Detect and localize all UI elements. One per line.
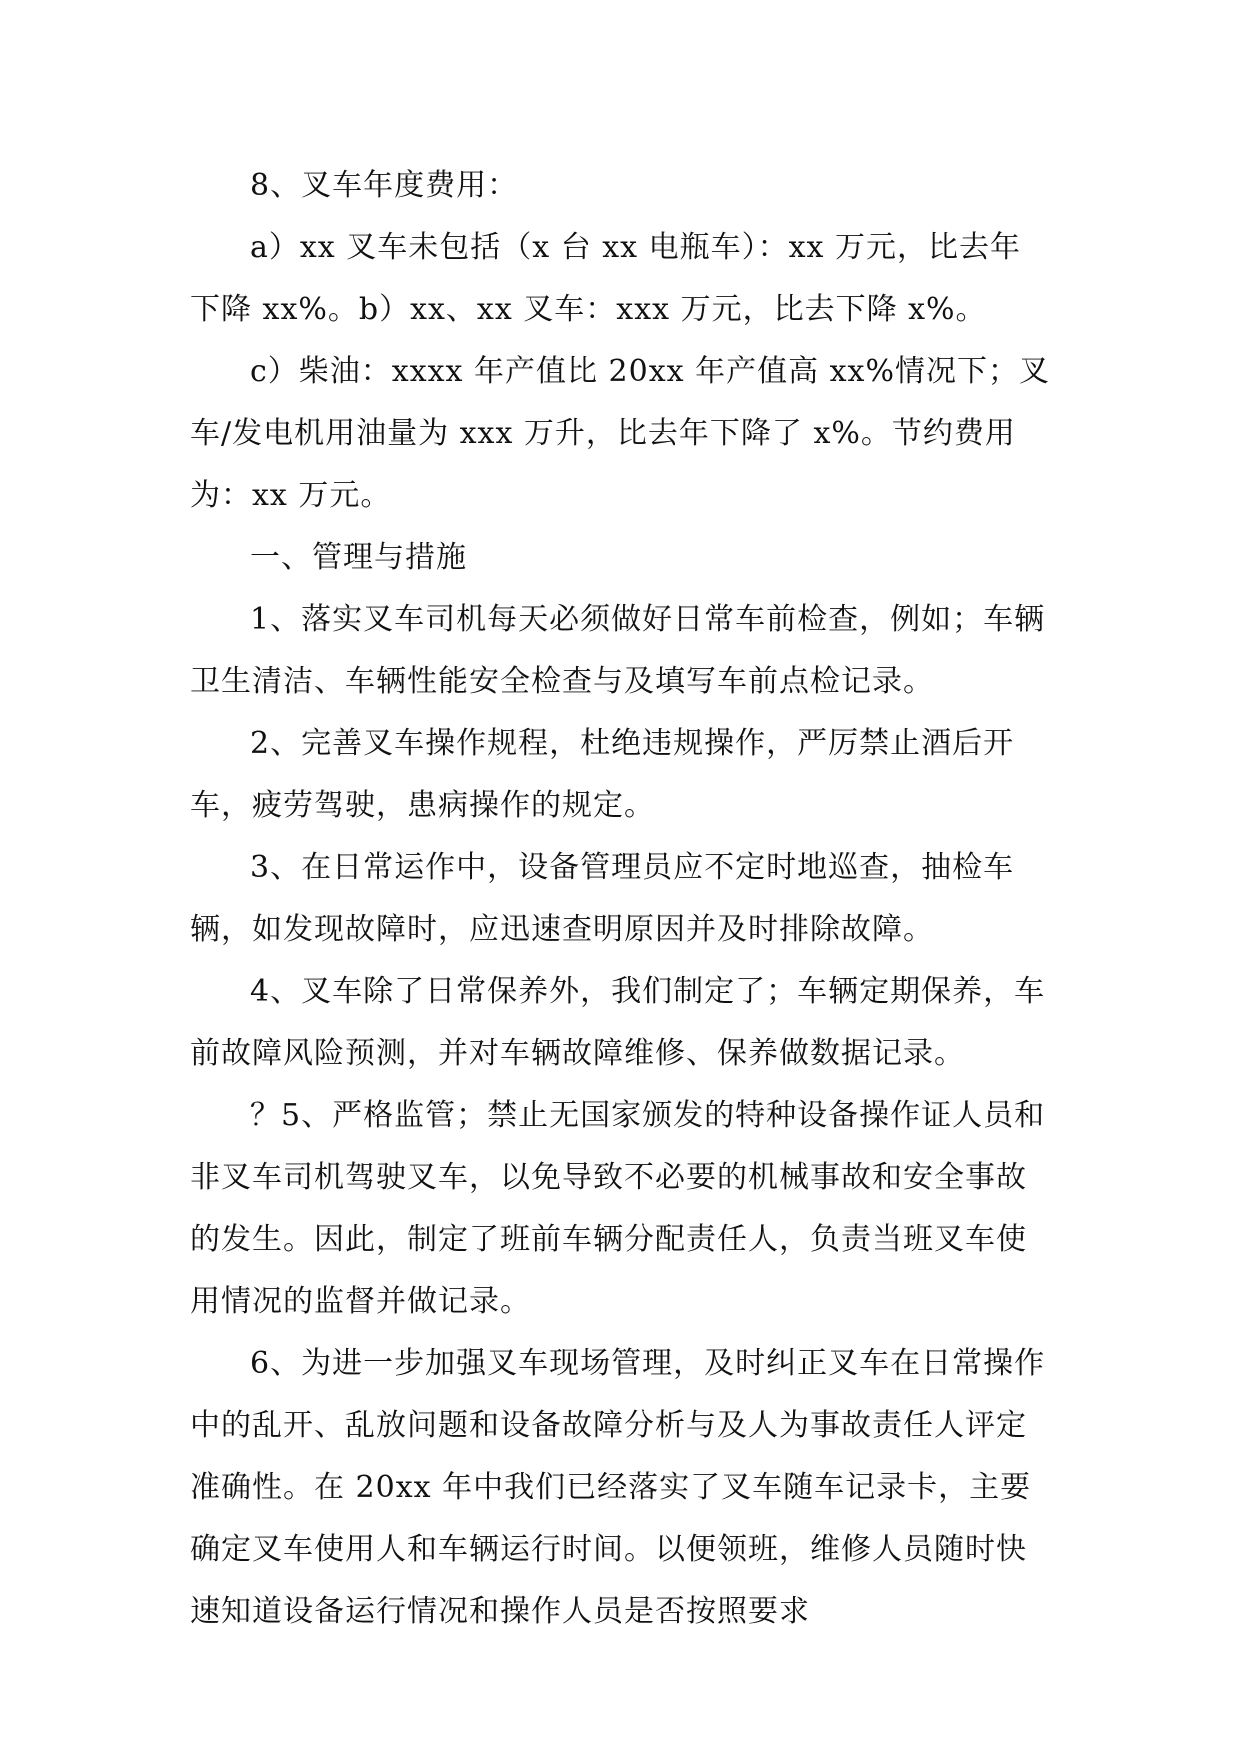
document-body: [190, 155, 1050, 1643]
paragraph-measure-5: ？5、严格监管；禁止无国家颁发的特种设备操作证人员和非叉车司机驾驶叉车，以免导致不必要的机械事故和安全事故的发生。因此，制定了班前车辆分配责任人，负责当班叉车使用情况的监督并做记录。: [190, 1098, 1046, 1319]
section-heading-management-measures: 一、管理与措施: [250, 540, 467, 575]
paragraph-measure-6: 6、为进一步加强叉车现场管理，及时纠正叉车在日常操作中的乱开、乱放问题和设备故障分析与及人为事故责任人评定准确性。在 20xx 年中我们已经落实了叉车随车记录卡，主要确定叉车使用人和车辆运行时间。以便领班，维修人员随时快速知道设备运行情况和操作人员是否按照要求: [190, 1346, 1046, 1629]
paragraph-measure-2: 2、完善叉车操作规程，杜绝违规操作，严厉禁止酒后开车，疲劳驾驶，患病操作的规定。: [190, 726, 1015, 823]
paragraph-cost-item-c-diesel: c）柴油：xxxx 年产值比 20xx 年产值高 xx%情况下；叉车/发电机用油量为 xxx 万升，比去年下降了 x%。节约费用为：xx 万元。: [190, 354, 1050, 513]
paragraph-measure-1: 1、落实叉车司机每天必须做好日常车前检查，例如；车辆卫生清洁、车辆性能安全检查与及填写车前点检记录。: [190, 602, 1046, 699]
paragraph-measure-3: 3、在日常运作中，设备管理员应不定时地巡查，抽检车辆，如发现故障时，应迅速查明原因并及时排除故障。: [190, 850, 1015, 947]
paragraph-forklift-annual-cost-heading: 8、叉车年度费用：: [250, 168, 519, 203]
paragraph-cost-item-a-b: a）xx 叉车未包括（x 台 xx 电瓶车）：xx 万元，比去年下降 xx%。b）xx、xx 叉车：xxx 万元，比去下降 x%。: [190, 230, 1021, 327]
paragraph-measure-4: 4、叉车除了日常保养外，我们制定了；车辆定期保养，车前故障风险预测，并对车辆故障维修、保养做数据记录。: [190, 974, 1046, 1071]
